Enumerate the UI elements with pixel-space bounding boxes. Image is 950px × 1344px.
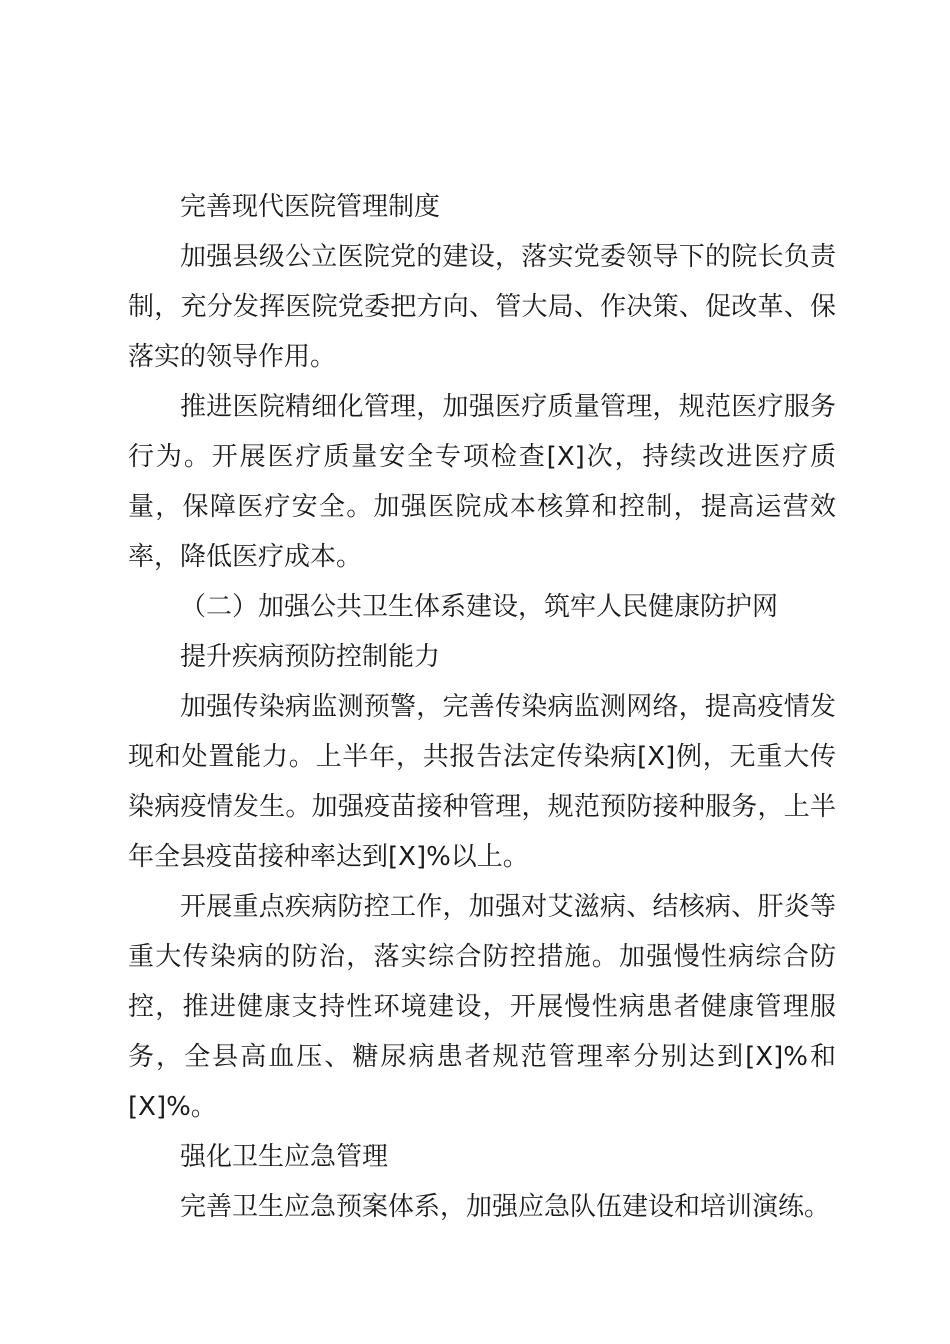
paragraph-key-diseases: 开展重点疾病防控工作，加强对艾滋病、结核病、肝炎等重大传染病的防治，落实综合防控措施。加强慢性病综合防控，推进健康支持性环境建设，开展慢性病患者健康管理服务，全县高血压、糖尿病患者规范管理率分别达到[X]%和[X]%。 xyxy=(128,892,836,1122)
paragraph-refined-management: 推进医院精细化管理，加强医疗质量管理，规范医疗服务行为。开展医疗质量安全专项检查[X]次，持续改进医疗质量，保障医疗安全。加强医院成本核算和控制，提高运营效率，降低医疗成本。 xyxy=(128,392,836,572)
heading-hospital-management: 完善现代医院管理制度 xyxy=(180,192,441,222)
heading-emergency-management: 强化卫生应急管理 xyxy=(180,1142,389,1172)
paragraph-emergency-plan: 完善卫生应急预案体系，加强应急队伍建设和培训演练。 xyxy=(180,1192,831,1222)
paragraph-infectious-disease: 加强传染病监测预警，完善传染病监测网络，提高疫情发现和处置能力。上半年，共报告法定传染病[X]例，无重大传染病疫情发生。加强疫苗接种管理，规范预防接种服务，上半年全县疫苗接种率达到[X]%以上。 xyxy=(128,692,836,872)
section-heading-public-health: （二）加强公共卫生体系建设，筑牢人民健康防护网 xyxy=(180,592,779,622)
document-body xyxy=(128,182,836,1232)
paragraph-party-building: 加强县级公立医院党的建设，落实党委领导下的院长负责制，充分发挥医院党委把方向、管大局、作决策、促改革、保落实的领导作用。 xyxy=(128,242,836,372)
heading-disease-prevention: 提升疾病预防控制能力 xyxy=(180,642,441,672)
